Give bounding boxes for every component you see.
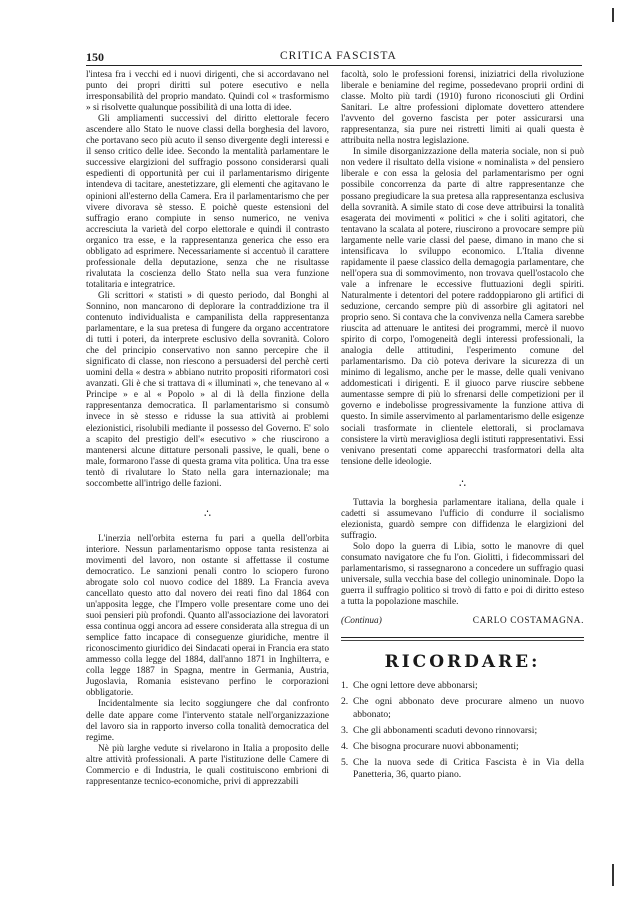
paragraph: facoltà, solo le professioni forensi, iniziatrici della rivoluzione liberale e beniamine del regime, possedevano proprii ordini di classe. Molto più tardi (1910) furono riconosciuti gli Ordini Sanitari. Le altre professioni diplomate dovettero attendere l'avvento del governo fascista per poter assicurarsi una rappresentanza, sia pure nei ristretti limiti ai quali questa è attribuita nella nostra legislazione. (341, 70, 584, 147)
paragraph: In simile disorganizzazione della materia sociale, non si può non vedere il risultato della visione « nominalista » del pensiero liberale e con essa la gelosia del parlamentarismo per ogni possibile concorrenza da parte di altre rappresentanze che possano pregiudicare la sua pretesa alla rappresentanza esclusiva della sovranità. A simile stato di cose deve attribuirsi la tonalità esagerata dei movimenti « politici » che i soliti agitatori, che tentavano la scalata al potere, riuscirono a provocare sempre più largamente nelle varie classi del paese, dimano in mano che si intensificava lo sviluppo economico. L'Italia divenne rapidamente il paese classico della demagogia parlamentare, che nell'opera sua di sommovimento, non trovava quell'ostacolo che vale a infrenare le eccessive fluttuazioni degli spiriti. Naturalmente i detentori del potere raddoppiarono gli artifici di seduzione, cercando sempre più di assorbire gli agitatori nel proprio seno. Si contava che la convivenza nella Camera sarebbe riuscita ad attenuare le antitesi dei programmi, mercè il nuovo spirito di corpo, l'omogeneità degli interessi professionali, la analogia delle attitudini, l'esperimento comune del parlamentarismo. Da ciò poteva derivare la sicurezza di un minimo di legalismo, anche per le masse, delle quali venivano addomesticati i dirigenti. E il giuoco parve riuscire sebbene aumentasse sempre di più lo sfrenarsi delle competizioni per il governo e indebolisse progressivamente la funzione attiva di questo. In simile asservimento al parlamentarismo delle esigenze sociali trasformate in clientele elettorali, si proclamava consistere la virtù meravigliosa degli istituti rappresentativi. Essi venivano presentati come apparecchi trasformatori della alta tensione delle ideologie. (341, 147, 584, 467)
list-item (341, 741, 584, 753)
left-column (86, 70, 329, 788)
item-number: 1. (341, 680, 349, 692)
reminder-title: RICORDARE: (384, 652, 541, 673)
item-text: Che la nuova sede di Critica Fascista è in Via della Panetteria, 36, quarto piano. (353, 757, 584, 781)
asterism-divider: ∴ (459, 477, 466, 490)
list-item (341, 680, 584, 692)
list-item (341, 696, 584, 720)
scan-edge-mark (612, 864, 614, 886)
reminder-top-rule-thin (341, 640, 584, 641)
paragraph: l'intesa fra i vecchi ed i nuovi dirigenti, che si accordavano nel punto dei propri diritti sul potere esecutivo e nella irresponsabilità del proprio mandato. Quindi col « trasformismo » si risolvette qualunque possibilità di una lotta di idee. (86, 70, 329, 114)
running-header: CRITICA FASCISTA (280, 50, 397, 62)
list-item (341, 757, 584, 781)
item-text: Che gli abbonamenti scaduti devono rinnovarsi; (353, 724, 538, 736)
signature-row (341, 616, 584, 627)
paragraph: Gli scrittori « statisti » di questo periodo, dal Bonghi al Sonnino, non mancarono di deplorare la contraddizione tra il contenuto individualista e campanilista della rappresentanza parlamentare, e la sua pretesa di fungere da organo accentratore di tutti i poteri, da interprete esclusivo della sovranità. Coloro che del principio conservativo non sanno percepire che il significato di classe, non riescono a persuadersi del perchè certi uomini della « destra » abbiano nutrito propositi riformatori così avanzati. Gli è che si trattava di « illuminati », che tenevano al « Principe » e al « Popolo » al di là della finzione della rappresentanza democratica. Il parlamentarismo si consumò invece in sè stesso e ridusse la sua attività ai problemi elezionistici, risolubili mediante il possesso del Governo. E' solo a scapito del prestigio dell'« esecutivo » che riuscirono a mantenersi alcune dittature personali passive, le quali, bene o male, formarono l'asse di questa grama vita politica. Una tra esse tentò di rivalutare lo Stato nella gara internazionale; ma soccombette all'intrigo delle fazioni. (86, 290, 329, 489)
list-item (341, 725, 584, 737)
paragraph: Solo dopo la guerra di Libia, sotto le manovre di quel consumato navigatore che fu l'on. Giolitti, i fidecommissari del parlamentarismo, si rassegnarono a concedere un suffragio quasi universale, sulla vecchia base del collegio uninominale. Dopo la guerra il suffragio politico si trovò di fatto e poi di diritto esteso a tutta la popolazione maschile. (341, 541, 584, 608)
item-text: Che ogni abbonato deve procurare almeno un nuovo abbonato; (353, 696, 584, 720)
header-rule (86, 65, 582, 66)
asterism-divider: ∴ (204, 507, 211, 520)
item-number: 2. (341, 696, 349, 708)
reminder-list (341, 680, 584, 781)
author-name: CARLO COSTAMAGNA. (472, 616, 584, 627)
paragraph: Incidentalmente sia lecito soggiungere che dal confronto delle date appare come l'intervento statale nell'organizzazione del lavoro sia in rapporto inverso colla tonalità democratica del regime. (86, 699, 329, 743)
item-text: Che ogni lettore deve abbonarsi; (353, 680, 478, 692)
page-number: 150 (86, 50, 104, 64)
paragraph: L'inerzia nell'orbita esterna fu pari a quella dell'orbita interiore. Nessun parlamentarismo oppose tanta resistenza ai movimenti del lavoro, non ostante si affettasse il costume democratico. Le sanzioni penali contro lo sciopero furono abrogate solo col nuovo codice del 1889. La Francia aveva cancellato questo atto dal novero dei reati fino dal 1864 con un'apposita legge, che l'Impero volle presentare come uno dei suoi pensieri più profondi. Quanto all'associazione dei lavoratori essa continua oggi ancora ad essere considerata alla stregua di un semplice fatto incapace di conseguenze giuridiche, mentre il riconoscimento giuridico dei Sindacati operai in Francia era stato ammesso colla legge del 1884, dall'anno 1871 in Inghilterra, e colla legge 1887 in Spagna, mentre in Germania, Austria, Jugoslavia, Romania esistevano perfino le corporazioni obbligatorie. (86, 533, 329, 699)
item-number: 3. (341, 724, 349, 736)
continua-label: (Continua) (341, 616, 382, 627)
paragraph: Nè più larghe vedute si rivelarono in Italia a proposito delle altre attività professionali. A parte l'istituzione delle Camere di Commercio e di Industria, le quali costituiscono embrioni di rappresentanze tecnico-economiche, privi di apprezzabili (86, 743, 329, 787)
item-text: Che bisogna procurare nuovi abbonamenti; (353, 741, 519, 753)
scan-edge-mark (612, 8, 614, 22)
right-column (341, 70, 584, 786)
reminder-top-rule (341, 637, 584, 638)
item-number: 5. (341, 757, 349, 769)
paragraph: Tuttavia la borghesia parlamentare italiana, della quale i cadetti si assumevano l'ufficio di condurre il socialismo elezionista, guardò sempre con diffidenza le elargizioni del suffragio. (341, 497, 584, 541)
paragraph: Gli ampliamenti successivi del diritto elettorale fecero ascendere allo Stato le nuove classi della borghesia del lavoro, che portavano seco più acuto il senso divergente degli interessi e il senso critico delle idee. Secondo la mentalità parlamentare le successive elargizioni del suffragio possono considerarsi quali espedienti di opportunità per cui il parlamentarismo dirigente intendeva di tacitare, anestetizzare, gli elementi che agitavano le opinioni all'esterno della Camera. Era il parlamentarismo che per vivere divorava sè stesso. E poichè queste estensioni del suffragio erano compiute in senso numerico, ne veniva accresciuta la varietà del corpo elettorale e quindi il contrasto organico tra esse, e la rappresentanza generica che esso era obbligato ad esprimere. Necessariamente si accentuò il carattere professionale della deputazione, senza che ne risultasse rivalutata la coscienza dello Stato nella sua vera funzione totalitaria e integratrice. (86, 114, 329, 290)
item-number: 4. (341, 741, 349, 753)
